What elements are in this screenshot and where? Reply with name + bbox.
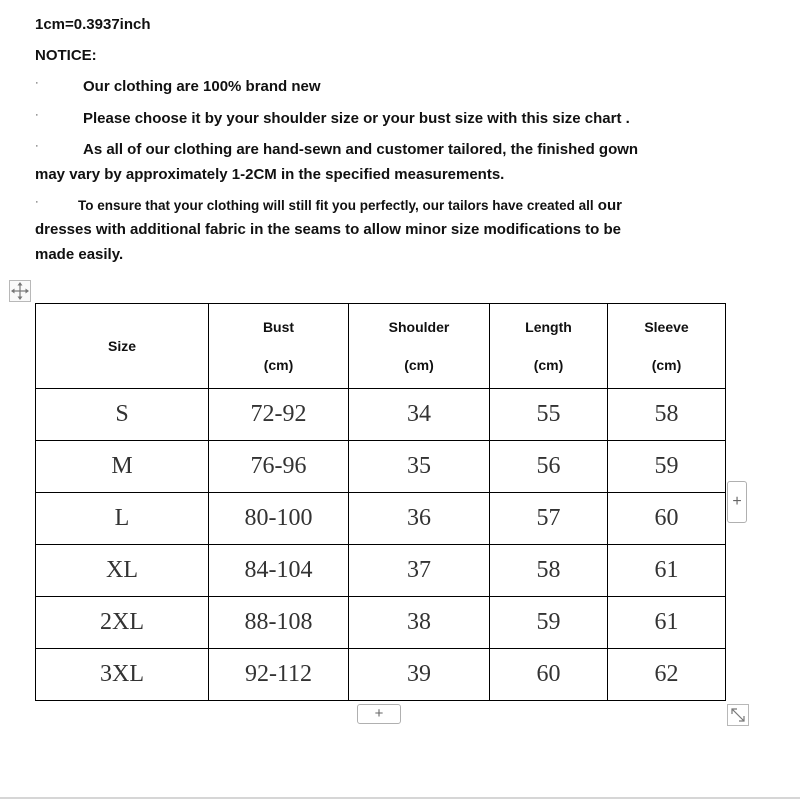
header-unit: (cm) [651, 357, 682, 373]
table-cell-sleeve[interactable]: 60 [608, 493, 726, 545]
table-row [36, 493, 726, 545]
table-cell-sleeve[interactable]: 61 [608, 545, 726, 597]
add-column-button[interactable] [727, 481, 747, 523]
header-cell-bust[interactable] [209, 304, 349, 389]
table-cell-shoulder[interactable]: 34 [349, 389, 490, 441]
table-row [36, 545, 726, 597]
table-cell-bust[interactable]: 92-112 [209, 649, 349, 701]
unit-conversion: 1cm=0.3937inch [35, 16, 151, 33]
bullet-marker: · [35, 77, 39, 89]
notice-text-continued: may vary by approximately 1-2CM in the specified measurements. [35, 166, 505, 183]
header-cell-sleeve[interactable] [608, 304, 726, 389]
table-cell-size[interactable]: M [36, 441, 209, 493]
table-cell-shoulder[interactable]: 38 [349, 597, 490, 649]
page-bottom-divider [0, 797, 800, 799]
header-unit: (cm) [533, 357, 564, 373]
table-cell-bust[interactable]: 76-96 [209, 441, 349, 493]
notice-text-continued: made easily. [35, 246, 124, 263]
table-cell-bust[interactable]: 84-104 [209, 545, 349, 597]
bullet-marker: · [35, 140, 39, 152]
table-cell-shoulder[interactable]: 36 [349, 493, 490, 545]
table-cell-sleeve[interactable]: 59 [608, 441, 726, 493]
table-cell-sleeve[interactable]: 58 [608, 389, 726, 441]
header-label: Bust [262, 319, 295, 335]
header-label: Shoulder [388, 319, 450, 335]
notice-text: Our clothing are 100% brand new [83, 78, 321, 95]
notice-text: As all of our clothing are hand-sewn and customer tailored, the finished gown [83, 141, 639, 158]
notice-text [78, 197, 622, 214]
header-cell-size[interactable] [36, 304, 209, 389]
header-label: Length [525, 319, 572, 335]
notice-title: NOTICE: [35, 47, 97, 64]
table-cell-bust[interactable]: 72-92 [209, 389, 349, 441]
header-label: Size [107, 338, 136, 354]
table-row [36, 389, 726, 441]
bullet-marker: · [35, 109, 39, 121]
table-row [36, 649, 726, 701]
notice-text-tail: our [597, 197, 622, 214]
notice-text-lead: To ensure that your clothing will still fit you perfectly, our tailors have created all [78, 198, 594, 213]
plus-icon: + [732, 493, 742, 510]
table-cell-bust[interactable]: 80-100 [209, 493, 349, 545]
table-cell-sleeve[interactable]: 61 [608, 597, 726, 649]
add-row-button[interactable] [357, 704, 401, 724]
table-cell-length[interactable]: 55 [490, 389, 608, 441]
table-row [36, 441, 726, 493]
table-cell-bust[interactable]: 88-108 [209, 597, 349, 649]
bullet-marker: · [35, 196, 39, 208]
resize-diagonal-icon [728, 705, 748, 725]
table-cell-length[interactable]: 60 [490, 649, 608, 701]
table-cell-shoulder[interactable]: 39 [349, 649, 490, 701]
table-cell-shoulder[interactable]: 35 [349, 441, 490, 493]
notice-text: Please choose it by your shoulder size or your bust size with this size chart . [83, 110, 630, 127]
table-cell-size[interactable]: 2XL [36, 597, 209, 649]
table-cell-length[interactable]: 57 [490, 493, 608, 545]
table-cell-length[interactable]: 56 [490, 441, 608, 493]
header-cell-length[interactable] [490, 304, 608, 389]
header-unit: (cm) [263, 357, 294, 373]
notice-text-continued: dresses with additional fabric in the seams to allow minor size modifications to be [35, 221, 621, 238]
table-row [36, 597, 726, 649]
table-cell-sleeve[interactable]: 62 [608, 649, 726, 701]
plus-icon: + [374, 705, 384, 722]
table-cell-shoulder[interactable]: 37 [349, 545, 490, 597]
header-unit: (cm) [404, 357, 434, 373]
table-cell-size[interactable]: XL [36, 545, 209, 597]
move-arrows-icon [10, 281, 30, 301]
table-cell-length[interactable]: 59 [490, 597, 608, 649]
table-cell-size[interactable]: S [36, 389, 209, 441]
header-label: Sleeve [644, 319, 689, 335]
size-chart-table [35, 303, 726, 701]
table-move-handle[interactable] [9, 280, 31, 302]
header-cell-shoulder[interactable] [349, 304, 490, 389]
table-header-row [36, 304, 726, 389]
table-cell-size[interactable]: 3XL [36, 649, 209, 701]
table-resize-handle[interactable] [727, 704, 749, 726]
table-cell-length[interactable]: 58 [490, 545, 608, 597]
table-cell-size[interactable]: L [36, 493, 209, 545]
